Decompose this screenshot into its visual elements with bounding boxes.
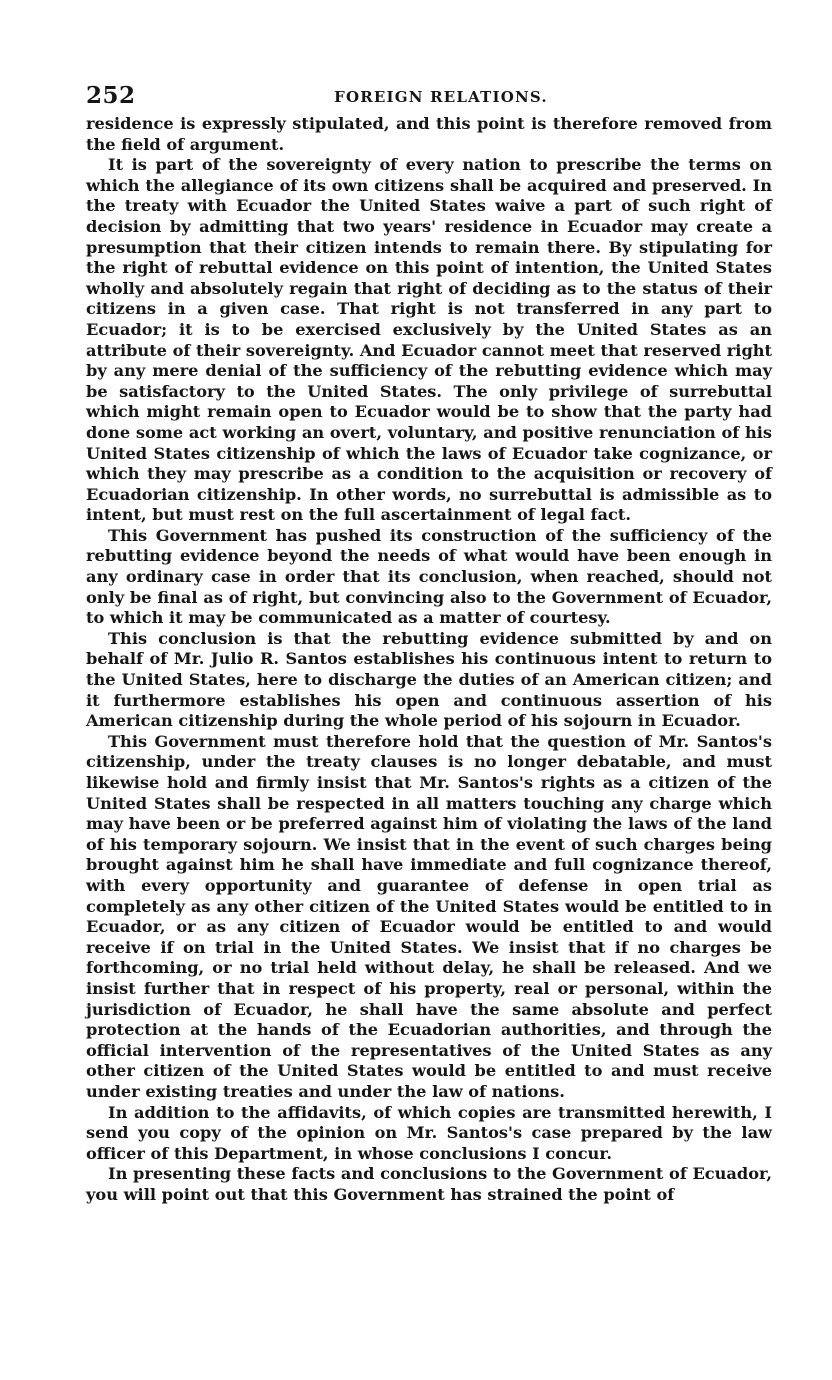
running-title: FOREIGN RELATIONS. [334, 88, 548, 106]
document-page [86, 82, 772, 1205]
paragraph-rebutting-evidence: This Government has pushed its construction of the sufficiency of the rebutting evidence beyond the needs of what would have been enough in any ordinary case in order that its conclusion, when reached, should not only be final as of right, but convincing also to the Government of Ecuador, to which it may be communicated as a matter of courtesy. [86, 525, 772, 628]
page-header [86, 82, 772, 114]
page-number: 252 [86, 82, 136, 109]
paragraph-continuation: residence is expressly stipulated, and this point is therefore removed from the field of argument. [86, 114, 772, 154]
paragraph-affidavits: In addition to the affidavits, of which copies are transmitted herewith, I send you copy of the opinion on Mr. Santos's case prepared by the law officer of this Department, in whose conclusions I concur. [86, 1102, 772, 1163]
paragraph-conclusion: This conclusion is that the rebutting evidence submitted by and on behalf of Mr. Julio R. Santos establishes his continuous intent to return to the United States, here to discharge the duties of an American citizen; and it furthermore establishes his open and continuous assertion of his American citizenship during the whole period of his sojourn in Ecuador. [86, 628, 772, 731]
body-text [86, 114, 772, 1205]
paragraph-sovereignty: It is part of the sovereignty of every nation to prescribe the terms on which the allegiance of its own citizens shall be acquired and preserved. In the treaty with Ecuador the United States waive a part of such right of decision by admitting that two years' residence in Ecuador may create a presumption that their citizen intends to remain there. By stipulating for the right of rebuttal evidence on this point of intention, the United States wholly and absolutely regain that right of deciding as to the status of their citizens in a given case. That right is not transferred in any part to Ecuador; it is to be exercised exclusively by the United States as an attribute of their sovereignty. And Ecuador cannot meet that reserved right by any mere denial of the sufficiency of the rebutting evidence which may be satisfactory to the United States. The only privilege of surrebuttal which might remain open to Ecuador would be to show that the party had done some act working an overt, voluntary, and positive renunciation of his United States citizenship of which the laws of Ecuador take cognizance, or which they may prescribe as a condition to the acquisition or recovery of Ecuadorian citizenship. In other words, no surrebuttal is admissible as to intent, but must rest on the full ascertainment of legal fact. [86, 155, 773, 525]
paragraph-presenting: In presenting these facts and conclusions to the Government of Ecuador, you will point out that this Government has strained the point of [86, 1164, 772, 1204]
paragraph-citizenship-rights: This Government must therefore hold that the question of Mr. Santos's citizenship, under the treaty clauses is no longer debatable, and must likewise hold and firmly insist that Mr. Santos's rights as a citizen of the United States shall be respected in all matters touching any charge which may have been or be preferred against him of violating the laws of the land of his temporary sojourn. We insist that in the event of such charges being brought against him he shall have immediate and full cognizance thereof, with every opportunity and guarantee of defense in open trial as completely as any other citizen of the United States would be entitled to in Ecuador, or as any citizen of Ecuador would be entitled to and would receive if on trial in the United States. We insist that if no charges be forthcoming, or no trial held without delay, he shall be released. And we insist further that in respect of his property, real or personal, within the jurisdiction of Ecuador, he shall have the same absolute and perfect protection at the hands of the Ecuadorian authorities, and through the official intervention of the representatives of the United States as any other citizen of the United States would be entitled to and must receive under existing treaties and under the law of nations. [86, 731, 772, 1101]
